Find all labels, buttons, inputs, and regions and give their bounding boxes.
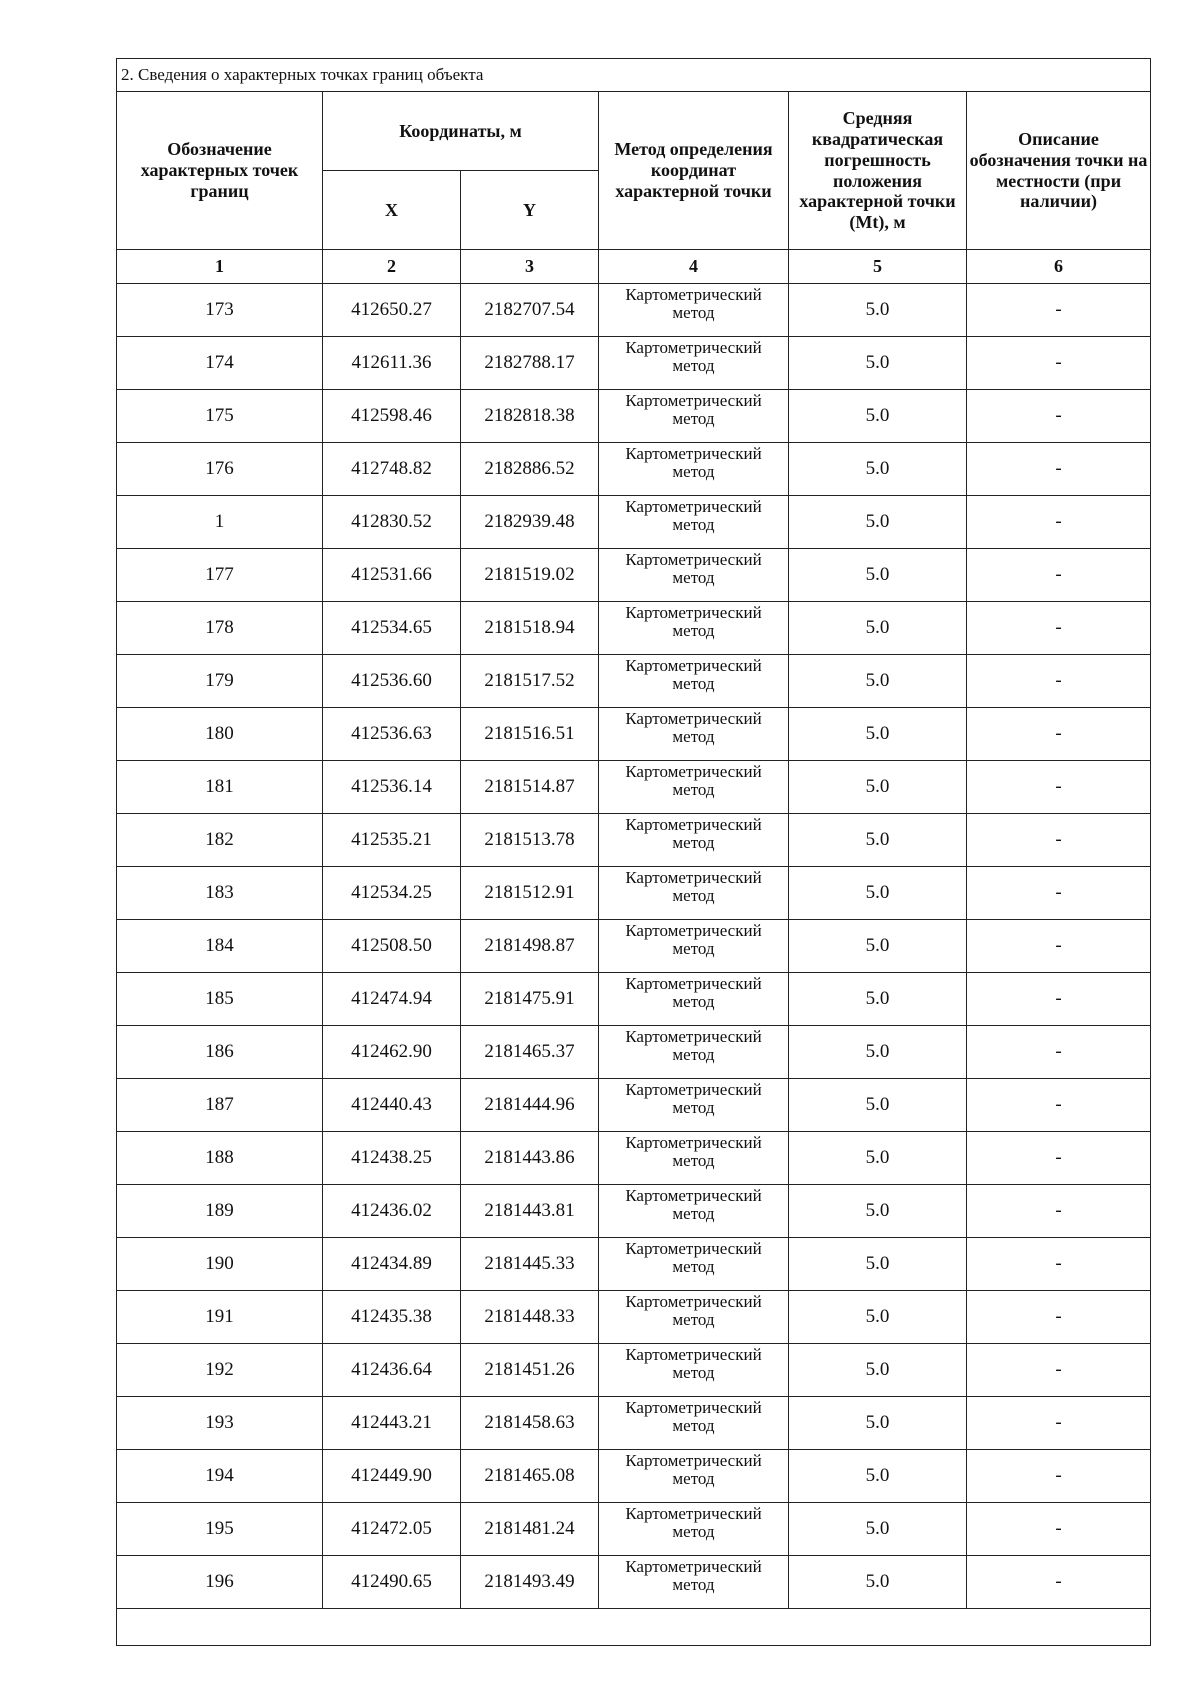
x-coordinate-cell: 412536.60 xyxy=(323,655,461,708)
error-cell: 5.0 xyxy=(789,1132,967,1185)
y-coordinate-cell: 2181516.51 xyxy=(461,708,599,761)
x-coordinate-cell: 412474.94 xyxy=(323,973,461,1026)
method-line-2: метод xyxy=(672,832,715,852)
x-coordinate-cell: 412830.52 xyxy=(323,496,461,549)
method-line-1: Картометрический xyxy=(625,285,762,304)
error-cell: 5.0 xyxy=(789,1556,967,1609)
method-cell xyxy=(599,1291,789,1344)
column-number: 6 xyxy=(967,250,1151,284)
description-cell: - xyxy=(967,496,1151,549)
method-line-1: Картометрический xyxy=(625,1186,762,1205)
error-cell: 5.0 xyxy=(789,761,967,814)
point-designation-cell: 174 xyxy=(117,337,323,390)
table-row xyxy=(117,708,1151,761)
method-line-2: метод xyxy=(672,991,715,1011)
method-line-1: Картометрический xyxy=(625,974,762,993)
section-title-row xyxy=(117,59,1151,92)
y-coordinate-cell: 2182818.38 xyxy=(461,390,599,443)
method-line-1: Картометрический xyxy=(625,444,762,463)
method-line-1: Картометрический xyxy=(625,1133,762,1152)
method-cell xyxy=(599,814,789,867)
point-designation-cell: 182 xyxy=(117,814,323,867)
method-line-2: метод xyxy=(672,726,715,746)
y-coordinate-cell: 2181512.91 xyxy=(461,867,599,920)
method-line-2: метод xyxy=(672,408,715,428)
description-cell: - xyxy=(967,761,1151,814)
error-cell: 5.0 xyxy=(789,1079,967,1132)
y-coordinate-cell: 2181448.33 xyxy=(461,1291,599,1344)
y-coordinate-cell: 2182707.54 xyxy=(461,284,599,337)
y-coordinate-cell: 2181451.26 xyxy=(461,1344,599,1397)
point-designation-cell: 175 xyxy=(117,390,323,443)
method-line-2: метод xyxy=(672,1150,715,1170)
method-cell xyxy=(599,1132,789,1185)
table-row xyxy=(117,1397,1151,1450)
y-coordinate-cell: 2181443.81 xyxy=(461,1185,599,1238)
method-line-2: метод xyxy=(672,938,715,958)
method-line-2: метод xyxy=(672,779,715,799)
method-line-2: метод xyxy=(672,1521,715,1541)
error-cell: 5.0 xyxy=(789,549,967,602)
table-row xyxy=(117,443,1151,496)
point-designation-cell: 180 xyxy=(117,708,323,761)
error-cell: 5.0 xyxy=(789,1450,967,1503)
error-cell: 5.0 xyxy=(789,1026,967,1079)
method-line-1: Картометрический xyxy=(625,1504,762,1523)
error-cell: 5.0 xyxy=(789,284,967,337)
point-designation-cell: 179 xyxy=(117,655,323,708)
x-coordinate-cell: 412611.36 xyxy=(323,337,461,390)
error-cell: 5.0 xyxy=(789,496,967,549)
table-row xyxy=(117,390,1151,443)
method-line-2: метод xyxy=(672,302,715,322)
method-cell xyxy=(599,1450,789,1503)
table-row xyxy=(117,920,1151,973)
header-row-top xyxy=(117,92,1151,171)
point-designation-cell: 186 xyxy=(117,1026,323,1079)
description-cell: - xyxy=(967,1132,1151,1185)
method-cell xyxy=(599,761,789,814)
point-designation-cell: 178 xyxy=(117,602,323,655)
y-coordinate-cell: 2181481.24 xyxy=(461,1503,599,1556)
description-cell: - xyxy=(967,549,1151,602)
method-cell xyxy=(599,549,789,602)
method-line-2: метод xyxy=(672,567,715,587)
method-cell xyxy=(599,496,789,549)
method-cell xyxy=(599,708,789,761)
method-cell xyxy=(599,1344,789,1397)
method-line-1: Картометрический xyxy=(625,656,762,675)
method-line-2: метод xyxy=(672,1256,715,1276)
x-coordinate-cell: 412440.43 xyxy=(323,1079,461,1132)
point-designation-cell: 181 xyxy=(117,761,323,814)
description-cell: - xyxy=(967,390,1151,443)
table-row xyxy=(117,1026,1151,1079)
table-row xyxy=(117,549,1151,602)
method-cell xyxy=(599,1503,789,1556)
method-line-2: метод xyxy=(672,885,715,905)
point-designation-cell: 192 xyxy=(117,1344,323,1397)
x-coordinate-cell: 412443.21 xyxy=(323,1397,461,1450)
boundary-points-table xyxy=(116,58,1151,1646)
y-coordinate-cell: 2181458.63 xyxy=(461,1397,599,1450)
table-row xyxy=(117,1344,1151,1397)
y-coordinate-cell: 2181444.96 xyxy=(461,1079,599,1132)
method-line-1: Картометрический xyxy=(625,709,762,728)
method-line-1: Картометрический xyxy=(625,762,762,781)
method-line-1: Картометрический xyxy=(625,1398,762,1417)
method-line-2: метод xyxy=(672,514,715,534)
y-coordinate-cell: 2181465.08 xyxy=(461,1450,599,1503)
method-line-1: Картометрический xyxy=(625,1292,762,1311)
point-designation-cell: 194 xyxy=(117,1450,323,1503)
table-row xyxy=(117,1132,1151,1185)
description-cell: - xyxy=(967,973,1151,1026)
table-row xyxy=(117,1450,1151,1503)
error-cell: 5.0 xyxy=(789,814,967,867)
x-coordinate-cell: 412436.64 xyxy=(323,1344,461,1397)
header-description: Описание обозначения точки на местности (при наличии) xyxy=(967,92,1151,250)
description-cell: - xyxy=(967,1397,1151,1450)
x-coordinate-cell: 412536.63 xyxy=(323,708,461,761)
column-number: 4 xyxy=(599,250,789,284)
point-designation-cell: 196 xyxy=(117,1556,323,1609)
x-coordinate-cell: 412490.65 xyxy=(323,1556,461,1609)
description-cell: - xyxy=(967,284,1151,337)
y-coordinate-cell: 2181475.91 xyxy=(461,973,599,1026)
x-coordinate-cell: 412449.90 xyxy=(323,1450,461,1503)
y-coordinate-cell: 2181493.49 xyxy=(461,1556,599,1609)
method-line-1: Картометрический xyxy=(625,497,762,516)
point-designation-cell: 191 xyxy=(117,1291,323,1344)
y-coordinate-cell: 2181517.52 xyxy=(461,655,599,708)
point-designation-cell: 176 xyxy=(117,443,323,496)
x-coordinate-cell: 412534.65 xyxy=(323,602,461,655)
header-error: Средняя квадратическая погрешность положения характерной точки (Mt), м xyxy=(789,92,967,250)
x-coordinate-cell: 412462.90 xyxy=(323,1026,461,1079)
y-coordinate-cell: 2182886.52 xyxy=(461,443,599,496)
method-line-2: метод xyxy=(672,1309,715,1329)
x-coordinate-cell: 412531.66 xyxy=(323,549,461,602)
description-cell: - xyxy=(967,867,1151,920)
point-designation-cell: 187 xyxy=(117,1079,323,1132)
table-row xyxy=(117,973,1151,1026)
description-cell: - xyxy=(967,920,1151,973)
table-row xyxy=(117,814,1151,867)
table-row xyxy=(117,867,1151,920)
description-cell: - xyxy=(967,708,1151,761)
method-line-2: метод xyxy=(672,1044,715,1064)
blank-footer-row xyxy=(117,1609,1151,1646)
y-coordinate-cell: 2181445.33 xyxy=(461,1238,599,1291)
point-designation-cell: 1 xyxy=(117,496,323,549)
method-line-2: метод xyxy=(672,1468,715,1488)
x-coordinate-cell: 412434.89 xyxy=(323,1238,461,1291)
method-line-2: метод xyxy=(672,1097,715,1117)
method-line-1: Картометрический xyxy=(625,338,762,357)
header-y: Y xyxy=(461,171,599,250)
description-cell: - xyxy=(967,1503,1151,1556)
column-number-row xyxy=(117,250,1151,284)
point-designation-cell: 183 xyxy=(117,867,323,920)
description-cell: - xyxy=(967,655,1151,708)
column-number: 2 xyxy=(323,250,461,284)
x-coordinate-cell: 412435.38 xyxy=(323,1291,461,1344)
header-method: Метод определения координат характерной точки xyxy=(599,92,789,250)
table-row xyxy=(117,1291,1151,1344)
method-line-2: метод xyxy=(672,461,715,481)
error-cell: 5.0 xyxy=(789,337,967,390)
method-line-1: Картометрический xyxy=(625,1557,762,1576)
y-coordinate-cell: 2181513.78 xyxy=(461,814,599,867)
method-line-2: метод xyxy=(672,1415,715,1435)
header-coordinates: Координаты, м xyxy=(323,92,599,171)
description-cell: - xyxy=(967,337,1151,390)
x-coordinate-cell: 412748.82 xyxy=(323,443,461,496)
error-cell: 5.0 xyxy=(789,1503,967,1556)
y-coordinate-cell: 2181465.37 xyxy=(461,1026,599,1079)
method-cell xyxy=(599,867,789,920)
table-row xyxy=(117,496,1151,549)
method-line-1: Картометрический xyxy=(625,391,762,410)
method-line-1: Картометрический xyxy=(625,1027,762,1046)
description-cell: - xyxy=(967,1291,1151,1344)
point-designation-cell: 195 xyxy=(117,1503,323,1556)
x-coordinate-cell: 412650.27 xyxy=(323,284,461,337)
method-line-1: Картометрический xyxy=(625,921,762,940)
method-cell xyxy=(599,655,789,708)
method-line-1: Картометрический xyxy=(625,603,762,622)
method-line-2: метод xyxy=(672,1574,715,1594)
method-cell xyxy=(599,1079,789,1132)
column-number: 1 xyxy=(117,250,323,284)
error-cell: 5.0 xyxy=(789,390,967,443)
error-cell: 5.0 xyxy=(789,1185,967,1238)
x-coordinate-cell: 412534.25 xyxy=(323,867,461,920)
method-line-1: Картометрический xyxy=(625,1451,762,1470)
table-row xyxy=(117,1503,1151,1556)
table-row xyxy=(117,761,1151,814)
y-coordinate-cell: 2181519.02 xyxy=(461,549,599,602)
point-designation-cell: 193 xyxy=(117,1397,323,1450)
header-x: X xyxy=(323,171,461,250)
description-cell: - xyxy=(967,1185,1151,1238)
method-cell xyxy=(599,602,789,655)
section-title: 2. Сведения о характерных точках границ объекта xyxy=(117,59,1151,92)
method-line-2: метод xyxy=(672,620,715,640)
table-row xyxy=(117,1556,1151,1609)
table-body xyxy=(117,284,1151,1609)
error-cell: 5.0 xyxy=(789,1291,967,1344)
table-row xyxy=(117,602,1151,655)
y-coordinate-cell: 2182939.48 xyxy=(461,496,599,549)
point-designation-cell: 190 xyxy=(117,1238,323,1291)
method-cell xyxy=(599,973,789,1026)
description-cell: - xyxy=(967,1238,1151,1291)
description-cell: - xyxy=(967,1450,1151,1503)
description-cell: - xyxy=(967,1079,1151,1132)
method-line-1: Картометрический xyxy=(625,550,762,569)
method-cell xyxy=(599,920,789,973)
method-cell xyxy=(599,1397,789,1450)
point-designation-cell: 189 xyxy=(117,1185,323,1238)
error-cell: 5.0 xyxy=(789,867,967,920)
method-cell xyxy=(599,284,789,337)
description-cell: - xyxy=(967,1344,1151,1397)
blank-footer-cell xyxy=(117,1609,1151,1646)
x-coordinate-cell: 412508.50 xyxy=(323,920,461,973)
error-cell: 5.0 xyxy=(789,602,967,655)
method-line-1: Картометрический xyxy=(625,1345,762,1364)
column-number: 5 xyxy=(789,250,967,284)
table-row xyxy=(117,1238,1151,1291)
error-cell: 5.0 xyxy=(789,1344,967,1397)
description-cell: - xyxy=(967,814,1151,867)
method-cell xyxy=(599,1026,789,1079)
description-cell: - xyxy=(967,1026,1151,1079)
error-cell: 5.0 xyxy=(789,708,967,761)
x-coordinate-cell: 412472.05 xyxy=(323,1503,461,1556)
method-line-1: Картометрический xyxy=(625,1239,762,1258)
table-row xyxy=(117,1185,1151,1238)
y-coordinate-cell: 2181518.94 xyxy=(461,602,599,655)
method-cell xyxy=(599,443,789,496)
y-coordinate-cell: 2182788.17 xyxy=(461,337,599,390)
method-line-2: метод xyxy=(672,355,715,375)
description-cell: - xyxy=(967,443,1151,496)
method-line-1: Картометрический xyxy=(625,815,762,834)
document-sheet xyxy=(116,58,1150,1646)
error-cell: 5.0 xyxy=(789,973,967,1026)
method-cell xyxy=(599,390,789,443)
point-designation-cell: 184 xyxy=(117,920,323,973)
y-coordinate-cell: 2181514.87 xyxy=(461,761,599,814)
description-cell: - xyxy=(967,1556,1151,1609)
method-line-1: Картометрический xyxy=(625,868,762,887)
error-cell: 5.0 xyxy=(789,920,967,973)
header-point-designation: Обозначение характерных точек границ xyxy=(117,92,323,250)
description-cell: - xyxy=(967,602,1151,655)
method-cell xyxy=(599,337,789,390)
error-cell: 5.0 xyxy=(789,443,967,496)
point-designation-cell: 173 xyxy=(117,284,323,337)
table-row xyxy=(117,284,1151,337)
method-line-1: Картометрический xyxy=(625,1080,762,1099)
x-coordinate-cell: 412436.02 xyxy=(323,1185,461,1238)
error-cell: 5.0 xyxy=(789,655,967,708)
y-coordinate-cell: 2181498.87 xyxy=(461,920,599,973)
method-line-2: метод xyxy=(672,673,715,693)
method-cell xyxy=(599,1556,789,1609)
table-row xyxy=(117,1079,1151,1132)
x-coordinate-cell: 412536.14 xyxy=(323,761,461,814)
column-number: 3 xyxy=(461,250,599,284)
point-designation-cell: 188 xyxy=(117,1132,323,1185)
error-cell: 5.0 xyxy=(789,1397,967,1450)
method-cell xyxy=(599,1238,789,1291)
x-coordinate-cell: 412598.46 xyxy=(323,390,461,443)
table-row xyxy=(117,655,1151,708)
point-designation-cell: 185 xyxy=(117,973,323,1026)
table-row xyxy=(117,337,1151,390)
error-cell: 5.0 xyxy=(789,1238,967,1291)
method-cell xyxy=(599,1185,789,1238)
x-coordinate-cell: 412438.25 xyxy=(323,1132,461,1185)
y-coordinate-cell: 2181443.86 xyxy=(461,1132,599,1185)
method-line-2: метод xyxy=(672,1203,715,1223)
point-designation-cell: 177 xyxy=(117,549,323,602)
x-coordinate-cell: 412535.21 xyxy=(323,814,461,867)
method-line-2: метод xyxy=(672,1362,715,1382)
